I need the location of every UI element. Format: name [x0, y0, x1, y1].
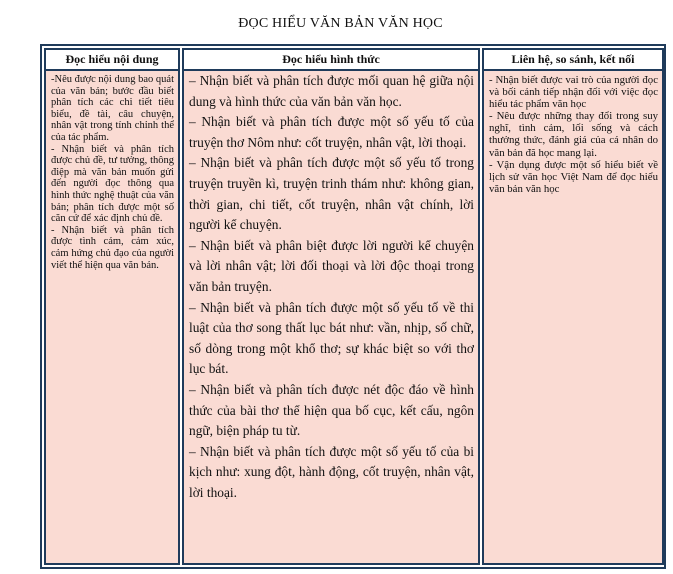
column-body — [46, 71, 178, 563]
column-header: Liên hệ, so sánh, kết nối — [484, 50, 662, 71]
list-item: – Nhận biết và phân biệt được lời người kể chuyện và lời nhân vật; lời đối thoại và lời độc thoại trong văn bản truyện. — [189, 237, 474, 294]
list-item: - Nêu được những thay đổi trong suy nghĩ, tình cảm, lối sống và cách thưởng thức, đánh giá của cá nhân do văn bản đã học mang lại. — [489, 110, 658, 159]
column-body — [484, 71, 662, 563]
list-item: - Nhận biết và phân tích được chủ đề, tư tưởng, thông điệp mà văn bản muốn gửi đến người đọc thông qua hình thức nghệ thuật của văn bản; phân tích được một số căn cứ để xác định chủ đề. — [51, 143, 174, 225]
list-item: – Nhận biết và phân tích được mối quan hệ giữa nội dung và hình thức của văn bản văn học. — [189, 73, 474, 109]
column-content-reading — [44, 48, 180, 565]
list-item: – Nhận biết và phân tích được một số yếu tố của bi kịch như: xung đột, hành động, cốt truyện, nhân vật, lời thoại. — [189, 443, 474, 500]
list-item: – Nhận biết và phân tích được một số yếu tố về thi luật của thơ song thất lục bát như: vần, nhịp, số chữ, số dòng trong một khổ thơ; sự khác biệt so với thơ lục bát. — [189, 299, 474, 377]
column-form-reading — [182, 48, 480, 565]
list-item: - Vận dụng được một số hiểu biết về lịch sử văn học Việt Nam để đọc hiểu văn bản văn học — [489, 158, 658, 195]
list-item: – Nhận biết và phân tích được nét độc đáo về hình thức của bài thơ thể hiện qua bố cục, kết cấu, ngôn ngữ, biện pháp tu từ. — [189, 381, 474, 439]
list-item: – Nhận biết và phân tích được một số yếu tố trong truyện truyền kì, truyện trinh thám như: không gian, thời gian, chi tiết, cốt truyện, nhân vật chính, lời người kể chuyện. — [189, 155, 474, 233]
column-header: Đọc hiểu hình thức — [184, 50, 478, 71]
list-item: - Nhận biết và phân tích được tình cảm, cảm xúc, cảm hứng chủ đạo của người viết thể hiện qua văn bản. — [51, 224, 174, 271]
list-item: -Nêu được nội dung bao quát của văn bản; bước đầu biết phân tích các chi tiết tiêu biểu, đề tài, câu chuyện, nhân vật trong tính chỉnh thể của tác phẩm. — [51, 74, 174, 143]
list-item: - Nhận biết được vai trò của người đọc và bối cảnh tiếp nhận đối với việc đọc hiểu tác phẩm văn học — [489, 74, 658, 111]
list-item: – Nhận biết và phân tích được một số yếu tố của truyện thơ Nôm như: cốt truyện, nhân vật, lời thoại. — [189, 114, 474, 150]
document-title: ĐỌC HIỂU VĂN BẢN VĂN HỌC — [238, 16, 443, 31]
column-body — [184, 71, 478, 563]
column-connect-compare — [482, 48, 664, 565]
column-header: Đọc hiểu nội dung — [46, 50, 178, 71]
content-table — [40, 44, 666, 569]
